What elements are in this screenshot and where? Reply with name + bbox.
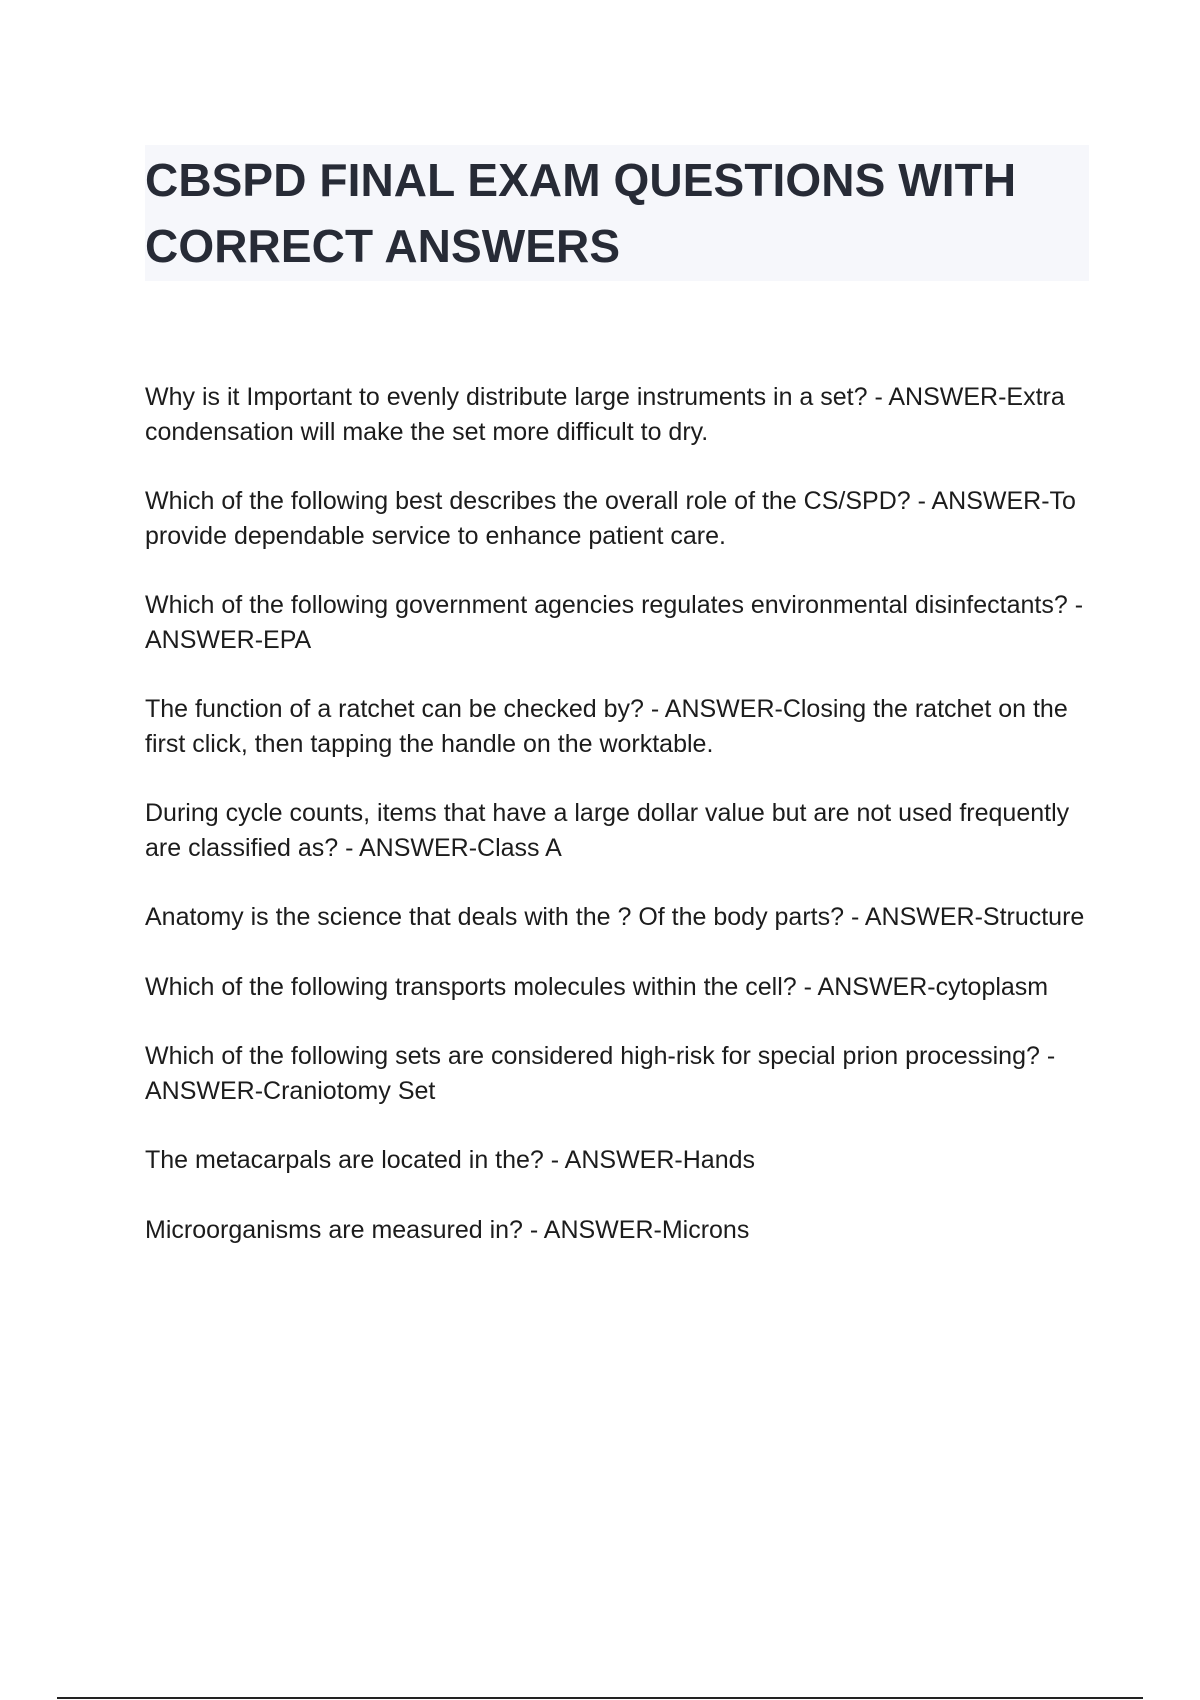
qa-item: Microorganisms are measured in? - ANSWER-Microns	[145, 1215, 750, 1244]
qa-item: Anatomy is the science that deals with the ? Of the body parts? - ANSWER-Structure	[145, 903, 1085, 931]
document-title: CBSPD FINAL EXAM QUESTIONS WITH CORRECT ANSWERS	[145, 154, 1017, 272]
qa-item: The function of a ratchet can be checked by? - ANSWER-Closing the ratchet on the first click, then tapping the handle on the worktable.	[145, 695, 1068, 758]
qa-item: Which of the following sets are considered high-risk for special prion processing? - ANSWER-Craniotomy Set	[145, 1042, 1056, 1105]
qa-item: Which of the following best describes the overall role of the CS/SPD? - ANSWER-To provide dependable service to enhance patient care.	[145, 487, 1076, 550]
qa-item: During cycle counts, items that have a large dollar value but are not used frequently are classified as? - ANSWER-Class A	[145, 799, 1070, 862]
qa-item: Which of the following government agencies regulates environmental disinfectants? - ANSWER-EPA	[145, 591, 1084, 654]
qa-item: Which of the following transports molecules within the cell? - ANSWER-cytoplasm	[145, 972, 1049, 1001]
qa-list	[145, 380, 1095, 1282]
bottom-rule	[57, 1697, 1143, 1699]
title-block	[145, 145, 1089, 281]
qa-item: The metacarpals are located in the? - ANSWER-Hands	[145, 1146, 755, 1174]
qa-item: Why is it Important to evenly distribute large instruments in a set? - ANSWER-Extra condensation will make the set more difficult to dry.	[145, 383, 1065, 446]
